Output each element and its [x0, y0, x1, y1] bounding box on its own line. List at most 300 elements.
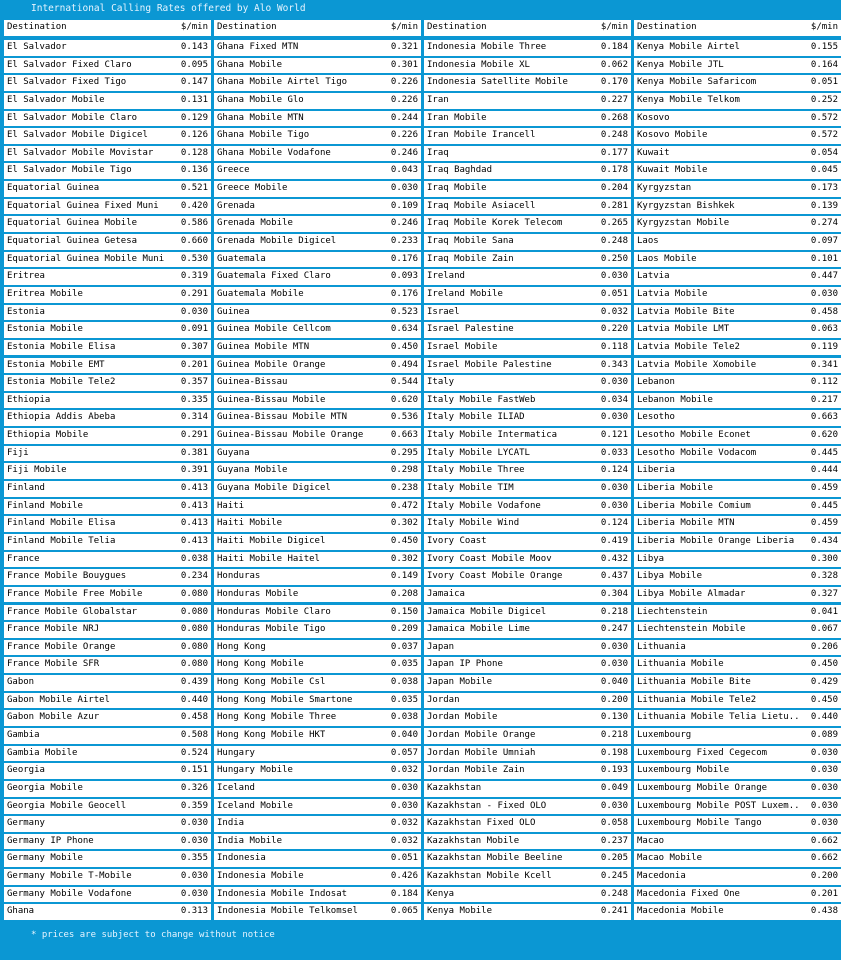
rate-cell: 0.034	[600, 394, 628, 405]
rate-cell: 0.226	[390, 77, 418, 88]
destination-cell: Indonesia Mobile XL	[427, 59, 530, 70]
rate-cell: 0.301	[390, 59, 418, 70]
rate-cell: 0.450	[390, 341, 418, 352]
destination-cell: Ghana Fixed MTN	[217, 42, 299, 52]
rate-cell: 0.326	[180, 782, 208, 793]
header-destination: Destination	[637, 22, 697, 32]
rate-cell: 0.124	[600, 518, 628, 529]
destination-cell: Kuwait Mobile	[637, 165, 708, 176]
destination-cell: Lebanon Mobile	[637, 394, 713, 405]
table-row	[424, 199, 631, 215]
rate-cell: 0.245	[600, 871, 628, 882]
destination-cell: Haiti Mobile Digicel	[217, 535, 326, 546]
table-header	[214, 20, 421, 36]
rate-cell: 0.226	[390, 94, 418, 105]
rate-cell: 0.204	[600, 183, 628, 194]
destination-cell: Luxembourg Mobile	[637, 765, 730, 776]
destination-cell: Equatorial Guinea Mobile	[7, 218, 138, 229]
rate-cell: 0.444	[810, 465, 838, 476]
table-row	[634, 569, 841, 585]
table-row	[4, 216, 211, 232]
table-row	[214, 58, 421, 74]
rate-cell: 0.620	[810, 430, 838, 441]
rate-cell: 0.030	[600, 800, 628, 811]
rate-cell: 0.030	[810, 782, 838, 793]
rate-cell: 0.037	[390, 641, 418, 652]
rate-cell: 0.450	[810, 659, 838, 670]
rate-cell: 0.101	[810, 253, 838, 264]
destination-cell: Eritrea	[7, 271, 45, 282]
table-row	[634, 146, 841, 162]
destination-cell: Ghana Mobile Vodafone	[217, 147, 331, 158]
destination-cell: Macao Mobile	[637, 853, 703, 864]
table-row	[214, 340, 421, 356]
destination-cell: Lesotho Mobile Vodacom	[637, 447, 757, 458]
table-row	[634, 181, 841, 197]
table-row	[214, 146, 421, 162]
table-row	[214, 657, 421, 673]
destination-cell: Grenada Mobile Digicel	[217, 236, 337, 247]
rate-cell: 0.136	[180, 165, 208, 176]
table-row	[214, 269, 421, 285]
table-row	[634, 552, 841, 568]
table-row	[424, 58, 631, 74]
footnote: * prices are subject to change without notice	[31, 930, 275, 940]
destination-cell: Grenada	[217, 200, 255, 211]
destination-cell: El Salvador	[7, 42, 67, 52]
destination-cell: Jordan Mobile Umniah	[427, 747, 536, 758]
destination-cell: Lebanon	[637, 377, 675, 388]
destination-cell: Germany Mobile Vodafone	[7, 888, 132, 899]
table-row	[634, 428, 841, 444]
rate-cell: 0.314	[180, 412, 208, 423]
destination-cell: Guyana Mobile Digicel	[217, 483, 331, 494]
destination-cell: Italy Mobile TIM	[427, 483, 514, 494]
table-row	[4, 799, 211, 815]
destination-cell: Ghana	[7, 906, 35, 917]
table-row	[424, 428, 631, 444]
rate-cell: 0.304	[600, 588, 628, 599]
rate-cell: 0.438	[810, 906, 838, 917]
destination-cell: Italy Mobile Vodafone	[427, 500, 541, 511]
destination-cell: Guinea Mobile Cellcom	[217, 324, 331, 335]
destination-cell: Finland	[7, 483, 45, 494]
destination-cell: Kenya Mobile JTL	[637, 59, 724, 70]
destination-cell: Luxembourg Mobile Orange	[637, 782, 768, 793]
destination-cell: Estonia Mobile EMT	[7, 359, 105, 370]
table-row	[4, 40, 211, 56]
rate-cell: 0.586	[180, 218, 208, 229]
rate-cell: 0.439	[180, 677, 208, 688]
rate-cell: 0.233	[390, 236, 418, 247]
rate-cell: 0.033	[600, 447, 628, 458]
table-row	[4, 763, 211, 779]
destination-cell: Honduras Mobile Claro	[217, 606, 331, 617]
rate-cell: 0.038	[390, 712, 418, 723]
table-row	[424, 675, 631, 691]
destination-cell: France Mobile Bouygues	[7, 571, 127, 582]
table-row	[4, 587, 211, 603]
header-rate: $/min	[180, 22, 208, 32]
destination-cell: Indonesia Mobile Telkomsel	[217, 906, 358, 917]
table-row	[4, 693, 211, 709]
table-row	[214, 163, 421, 179]
destination-cell: Liechtenstein Mobile	[637, 624, 746, 635]
table-row	[424, 851, 631, 867]
table-row	[424, 146, 631, 162]
rate-cell: 0.045	[810, 165, 838, 176]
rate-cell: 0.035	[390, 659, 418, 670]
table-row	[634, 375, 841, 391]
rate-cell: 0.355	[180, 853, 208, 864]
rate-cell: 0.030	[600, 271, 628, 282]
destination-cell: Hungary Mobile	[217, 765, 293, 776]
destination-cell: Estonia Mobile	[7, 324, 83, 335]
rate-cell: 0.208	[390, 588, 418, 599]
rate-cell: 0.091	[180, 324, 208, 335]
rate-cell: 0.572	[810, 130, 838, 141]
destination-cell: Kazakhstan Mobile Beeline	[427, 853, 563, 864]
table-row	[4, 657, 211, 673]
rate-cell: 0.544	[390, 377, 418, 388]
destination-cell: El Salvador Mobile Digicel	[7, 130, 148, 141]
rate-cell: 0.248	[600, 888, 628, 899]
rate-cell: 0.321	[390, 42, 418, 52]
destination-cell: Estonia Mobile Tele2	[7, 377, 116, 388]
table-row	[634, 834, 841, 850]
table-row	[214, 428, 421, 444]
destination-cell: Iraq Mobile Sana	[427, 236, 514, 247]
table-row	[214, 516, 421, 532]
destination-cell: Guinea Mobile Orange	[217, 359, 326, 370]
table-row	[4, 146, 211, 162]
rate-cell: 0.246	[390, 218, 418, 229]
rate-cell: 0.089	[810, 729, 838, 740]
rate-cell: 0.080	[180, 588, 208, 599]
table-row	[4, 234, 211, 250]
table-row	[4, 746, 211, 762]
destination-cell: Ivory Coast	[427, 535, 487, 546]
destination-cell: Iceland Mobile	[217, 800, 293, 811]
table-row	[634, 40, 841, 56]
table-row	[214, 75, 421, 91]
table-row	[214, 534, 421, 550]
rate-cell: 0.413	[180, 518, 208, 529]
destination-cell: Georgia Mobile Geocell	[7, 800, 127, 811]
rate-cell: 0.051	[600, 288, 628, 299]
table-row	[214, 816, 421, 832]
rate-cell: 0.440	[180, 694, 208, 705]
destination-cell: Guatemala Mobile	[217, 288, 304, 299]
destination-cell: Greece	[217, 165, 250, 176]
table-row	[634, 710, 841, 726]
table-row	[424, 657, 631, 673]
destination-cell: Lithuania Mobile	[637, 659, 724, 670]
destination-cell: Jordan Mobile Orange	[427, 729, 536, 740]
destination-cell: Ghana Mobile Glo	[217, 94, 304, 105]
rate-cell: 0.234	[180, 571, 208, 582]
table-row	[214, 834, 421, 850]
table-row	[634, 463, 841, 479]
destination-cell: Finland Mobile Elisa	[7, 518, 116, 529]
rate-cell: 0.080	[180, 624, 208, 635]
destination-cell: Luxembourg	[637, 729, 692, 740]
table-row	[424, 781, 631, 797]
rate-cell: 0.458	[180, 712, 208, 723]
rate-cell: 0.030	[390, 800, 418, 811]
table-row	[634, 111, 841, 127]
destination-cell: Haiti Mobile	[217, 518, 283, 529]
table-row	[424, 534, 631, 550]
table-row	[424, 499, 631, 515]
destination-cell: Indonesia Mobile Three	[427, 42, 547, 52]
destination-cell: Luxembourg Mobile Tango	[637, 818, 762, 829]
destination-cell: Greece Mobile	[217, 183, 288, 194]
destination-cell: Kosovo Mobile	[637, 130, 708, 141]
table-row	[424, 569, 631, 585]
rate-cell: 0.177	[600, 147, 628, 158]
destination-cell: Liberia Mobile Comium	[637, 500, 751, 511]
table-row	[214, 305, 421, 321]
rate-cell: 0.291	[180, 430, 208, 441]
destination-cell: Equatorial Guinea	[7, 183, 100, 194]
rate-cell: 0.032	[390, 835, 418, 846]
destination-cell: Macedonia	[637, 871, 686, 882]
rate-cell: 0.494	[390, 359, 418, 370]
destination-cell: Indonesia	[217, 853, 266, 864]
destination-cell: Libya	[637, 553, 665, 564]
rate-cell: 0.057	[390, 747, 418, 758]
rate-cell: 0.218	[600, 606, 628, 617]
destination-cell: Georgia	[7, 765, 45, 776]
rate-cell: 0.530	[180, 253, 208, 264]
rate-cell: 0.218	[600, 729, 628, 740]
rate-cell: 0.198	[600, 747, 628, 758]
table-row	[4, 358, 211, 374]
destination-cell: Gambia	[7, 729, 40, 740]
rate-cell: 0.131	[180, 94, 208, 105]
rate-cell: 0.030	[810, 765, 838, 776]
table-row	[4, 675, 211, 691]
table-row	[4, 181, 211, 197]
rate-cell: 0.206	[810, 641, 838, 652]
destination-cell: Ireland	[427, 271, 465, 282]
table-row	[634, 587, 841, 603]
table-row	[634, 481, 841, 497]
rate-cell: 0.265	[600, 218, 628, 229]
destination-cell: Iraq Baghdad	[427, 165, 493, 176]
destination-cell: France Mobile SFR	[7, 659, 100, 670]
rate-cell: 0.184	[600, 42, 628, 52]
rate-cell: 0.063	[810, 324, 838, 335]
destination-cell: Kenya Mobile Safaricom	[637, 77, 757, 88]
destination-cell: Lithuania	[637, 641, 686, 652]
rate-cell: 0.164	[810, 59, 838, 70]
table-row	[424, 605, 631, 621]
destination-cell: Kyrgyzstan	[637, 183, 692, 194]
table-row	[634, 305, 841, 321]
destination-cell: Japan	[427, 641, 455, 652]
rate-cell: 0.030	[180, 306, 208, 317]
rate-cell: 0.038	[180, 553, 208, 564]
table-row	[424, 887, 631, 903]
destination-cell: Gabon Mobile Azur	[7, 712, 100, 723]
rate-cell: 0.121	[600, 430, 628, 441]
rate-cell: 0.095	[180, 59, 208, 70]
destination-cell: Hong Kong Mobile Three	[217, 712, 337, 723]
table-row	[214, 710, 421, 726]
rate-cell: 0.445	[810, 447, 838, 458]
table-row	[4, 375, 211, 391]
destination-cell: Libya Mobile	[637, 571, 703, 582]
table-row	[4, 640, 211, 656]
rate-cell: 0.049	[600, 782, 628, 793]
rate-cell: 0.041	[810, 606, 838, 617]
destination-cell: Finland Mobile	[7, 500, 83, 511]
rate-cell: 0.184	[390, 888, 418, 899]
table-row	[634, 622, 841, 638]
destination-cell: Honduras	[217, 571, 261, 582]
destination-cell: Estonia Mobile Elisa	[7, 341, 116, 352]
table-row	[424, 463, 631, 479]
rate-cell: 0.391	[180, 465, 208, 476]
table-row	[424, 410, 631, 426]
rate-cell: 0.200	[600, 694, 628, 705]
destination-cell: Honduras Mobile Tigo	[217, 624, 326, 635]
rate-cell: 0.130	[600, 712, 628, 723]
table-row	[634, 605, 841, 621]
rate-cell: 0.170	[600, 77, 628, 88]
destination-cell: Hong Kong Mobile Csl	[217, 677, 326, 688]
table-row	[634, 216, 841, 232]
rate-cell: 0.032	[600, 306, 628, 317]
table-row	[634, 746, 841, 762]
destination-cell: Kazakhstan Mobile	[427, 835, 520, 846]
table-row	[634, 869, 841, 885]
rate-cell: 0.459	[810, 518, 838, 529]
destination-cell: Iraq Mobile Korek Telecom	[427, 218, 563, 229]
rate-cell: 0.663	[390, 430, 418, 441]
rate-cell: 0.227	[600, 94, 628, 105]
table-row	[214, 851, 421, 867]
rate-cell: 0.252	[810, 94, 838, 105]
rate-cell: 0.032	[390, 818, 418, 829]
destination-cell: Luxembourg Fixed Cegecom	[637, 747, 768, 758]
rate-cell: 0.112	[810, 377, 838, 388]
table-row	[424, 587, 631, 603]
rate-cell: 0.420	[180, 200, 208, 211]
table-row	[634, 269, 841, 285]
table-row	[4, 622, 211, 638]
rate-cell: 0.040	[390, 729, 418, 740]
table-row	[424, 358, 631, 374]
rate-cell: 0.080	[180, 606, 208, 617]
destination-cell: El Salvador Mobile Tigo	[7, 165, 132, 176]
rate-cell: 0.193	[600, 765, 628, 776]
destination-cell: Latvia Mobile Tele2	[637, 341, 740, 352]
destination-cell: Liberia Mobile MTN	[637, 518, 735, 529]
table-row	[634, 816, 841, 832]
table-row	[634, 781, 841, 797]
table-row	[4, 305, 211, 321]
table-row	[634, 93, 841, 109]
rate-cell: 0.150	[390, 606, 418, 617]
destination-cell: Germany IP Phone	[7, 835, 94, 846]
rate-cell: 0.459	[810, 483, 838, 494]
destination-cell: Guinea-Bissau	[217, 377, 288, 388]
table-row	[214, 569, 421, 585]
destination-cell: Liechtenstein	[637, 606, 708, 617]
table-row	[214, 128, 421, 144]
rate-cell: 0.030	[180, 835, 208, 846]
destination-cell: France Mobile NRJ	[7, 624, 100, 635]
destination-cell: Latvia	[637, 271, 670, 282]
table-header	[634, 20, 841, 36]
table-row	[214, 587, 421, 603]
rate-cell: 0.035	[390, 694, 418, 705]
table-row	[424, 446, 631, 462]
table-row	[214, 552, 421, 568]
rate-cell: 0.413	[180, 483, 208, 494]
rate-cell: 0.458	[810, 306, 838, 317]
destination-cell: Hong Kong	[217, 641, 266, 652]
destination-cell: Guinea	[217, 306, 250, 317]
table-row	[214, 234, 421, 250]
rate-cell: 0.080	[180, 659, 208, 670]
table-row	[424, 75, 631, 91]
rate-cell: 0.248	[600, 130, 628, 141]
destination-cell: Latvia Mobile Bite	[637, 306, 735, 317]
rate-cell: 0.118	[600, 341, 628, 352]
table-row	[424, 234, 631, 250]
rate-cell: 0.440	[810, 712, 838, 723]
destination-cell: Macao	[637, 835, 665, 846]
rate-cell: 0.126	[180, 130, 208, 141]
table-row	[424, 252, 631, 268]
rate-cell: 0.244	[390, 112, 418, 123]
table-row	[4, 428, 211, 444]
table-row	[634, 534, 841, 550]
table-row	[214, 111, 421, 127]
rate-cell: 0.149	[390, 571, 418, 582]
table-row	[214, 287, 421, 303]
table-row	[424, 287, 631, 303]
rate-cell: 0.246	[390, 147, 418, 158]
table-row	[424, 552, 631, 568]
table-row	[424, 799, 631, 815]
destination-cell: Ivory Coast Mobile Moov	[427, 553, 552, 564]
header-destination: Destination	[7, 22, 67, 32]
table-row	[634, 393, 841, 409]
destination-cell: Kenya	[427, 888, 455, 899]
rate-cell: 0.205	[600, 853, 628, 864]
table-row	[634, 516, 841, 532]
destination-cell: Germany Mobile T-Mobile	[7, 871, 132, 882]
rate-cell: 0.119	[810, 341, 838, 352]
table-row	[214, 40, 421, 56]
table-row	[424, 622, 631, 638]
rates-grid	[4, 20, 841, 922]
rate-cell: 0.447	[810, 271, 838, 282]
table-row	[634, 163, 841, 179]
destination-cell: Lithuania Mobile Telia Lietu..	[637, 712, 800, 723]
rate-cell: 0.248	[600, 236, 628, 247]
rate-cell: 0.051	[810, 77, 838, 88]
destination-cell: Guinea Mobile MTN	[217, 341, 310, 352]
destination-cell: Iceland	[217, 782, 255, 793]
rate-cell: 0.357	[180, 377, 208, 388]
table-row	[634, 728, 841, 744]
